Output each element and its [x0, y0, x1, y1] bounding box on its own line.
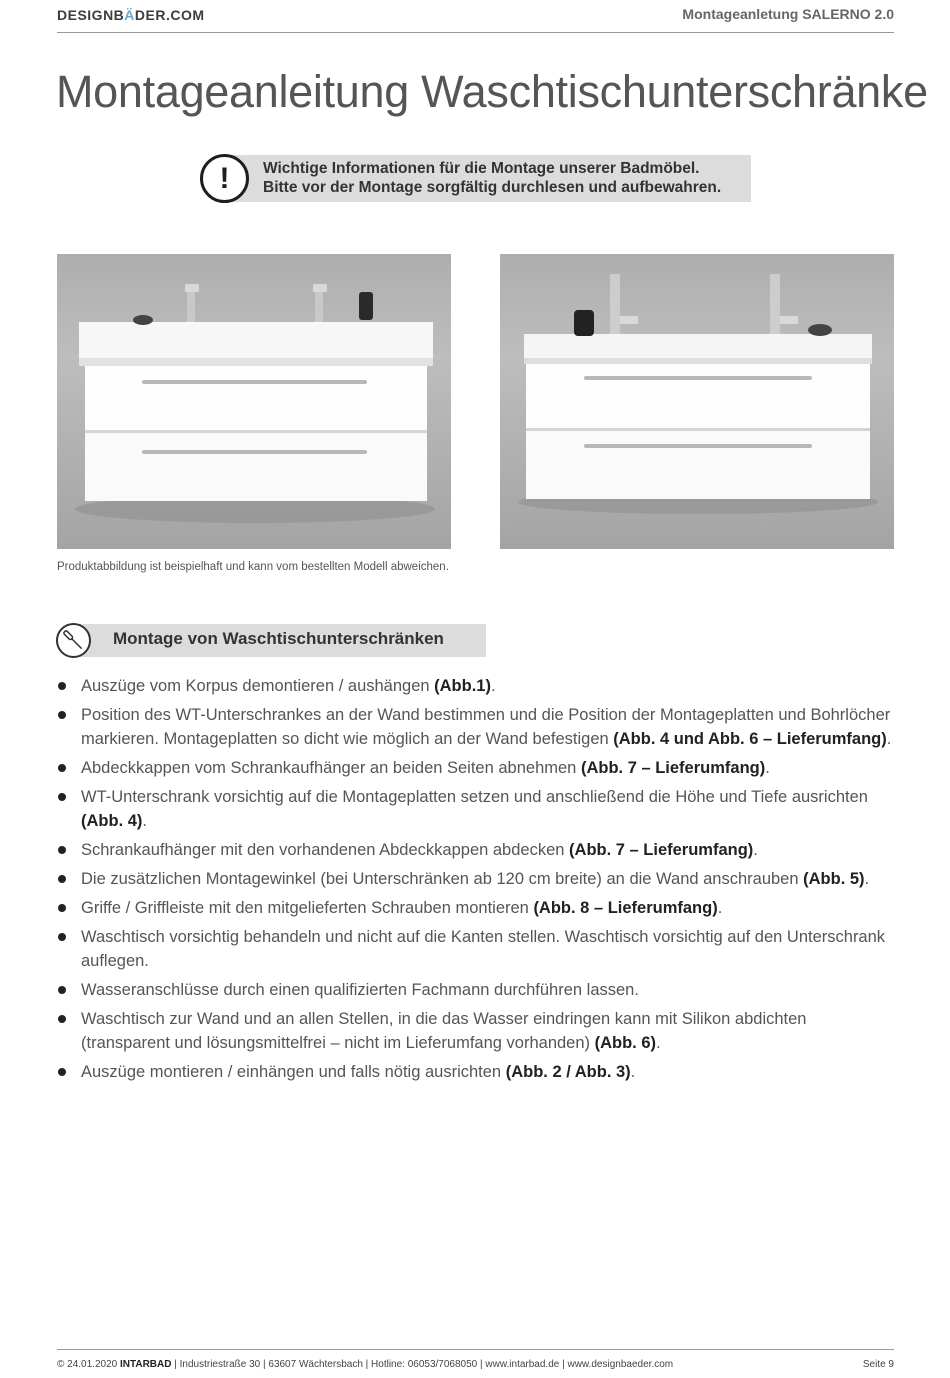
list-item	[57, 925, 897, 973]
step-end: .	[656, 1034, 661, 1052]
step-reference: (Abb. 6)	[594, 1034, 657, 1052]
notice-line-1: Wichtige Informationen für die Montage unserer Badmöbel.	[263, 160, 700, 177]
list-item	[57, 756, 897, 780]
step-end: .	[765, 759, 770, 777]
step-text: Wasseranschlüsse durch einen qualifizierten Fachmann durchführen lassen.	[81, 981, 639, 999]
page-footer	[57, 1349, 894, 1370]
footer-address: | Industriestraße 30 | 63607 Wächtersbach | Hotline: 06053/7068050 | www.intarbad.de | www.designbaeder.com	[174, 1359, 674, 1370]
footer-company: INTARBAD	[119, 1359, 172, 1370]
list-item	[57, 978, 897, 1002]
product-image-front	[57, 254, 451, 549]
bullet-icon	[58, 793, 66, 801]
bullet-icon	[58, 904, 66, 912]
step-text: Die zusätzlichen Montagewinkel (bei Unterschränken ab 120 cm breite) an die Wand anschrauben	[81, 870, 804, 888]
list-item	[57, 838, 897, 862]
notice-text	[263, 159, 721, 197]
step-text: Schrankaufhänger mit den vorhandenen Abdeckkappen abdecken	[81, 841, 570, 859]
assembly-steps-list	[57, 674, 897, 1089]
bullet-icon	[58, 1068, 66, 1076]
brand-logo[interactable]: DESIGNBÄDER.COM	[57, 7, 205, 23]
step-text: Abdeckkappen vom Schrankaufhänger an beiden Seiten abnehmen	[81, 759, 581, 777]
notice-line-2: Bitte vor der Montage sorgfältig durchlesen und aufbewahren.	[263, 179, 722, 196]
step-end: .	[886, 730, 892, 748]
step-end: .	[864, 870, 870, 888]
list-item	[57, 703, 897, 751]
page-header	[57, 0, 894, 33]
step-reference: (Abb. 4 und Abb. 6 – Lieferumfang)	[613, 730, 887, 748]
list-item	[57, 867, 897, 891]
step-text: Auszüge vom Korpus demontieren / aushängen	[81, 677, 435, 695]
section-title: Montage von Waschtischunterschränken	[113, 629, 444, 648]
image-caption: Produktabbildung ist beispielhaft und kann vom bestellten Modell abweichen.	[57, 561, 449, 573]
list-item	[57, 1007, 897, 1055]
step-reference: (Abb. 2 / Abb. 3)	[505, 1063, 631, 1081]
step-end: .	[717, 899, 723, 917]
list-item	[57, 1060, 897, 1084]
page-title: Montageanleitung Waschtischunterschränke	[56, 66, 928, 117]
step-text: Waschtisch vorsichtig behandeln und nicht auf die Kanten stellen. Waschtisch vorsichtig auf den Unterschrank auflegen.	[81, 928, 886, 970]
page-number: Seite 9	[862, 1359, 894, 1370]
section-header	[56, 623, 486, 658]
list-item	[57, 674, 897, 698]
bullet-icon	[58, 846, 66, 854]
footer-date: © 24.01.2020	[57, 1359, 118, 1370]
bullet-icon	[58, 986, 66, 994]
screwdriver-icon	[56, 623, 91, 658]
bullet-icon	[58, 682, 66, 690]
step-reference: (Abb. 7 – Lieferumfang)	[580, 759, 766, 777]
document-label: Montageanletung SALERNO 2.0	[682, 6, 894, 22]
step-reference: (Abb. 7 – Lieferumfang)	[569, 841, 754, 859]
step-end: .	[142, 812, 148, 830]
step-text: Waschtisch zur Wand und an allen Stellen, in die das Wasser eindringen kann mit Silikon abdichten (transparent und lösungsmittelfrei – nicht im Lieferumfang vorhanden)	[81, 1010, 807, 1052]
step-text: Griffe / Griffleiste mit den mitgelieferten Schrauben montieren	[81, 899, 534, 917]
step-text: WT-Unterschrank vorsichtig auf die Montageplatten setzen und anschließend die Höhe und Tiefe ausrichten	[81, 788, 868, 806]
step-end: .	[490, 677, 496, 695]
step-text: Position des WT-Unterschrankes an der Wand bestimmen und die Position der Montageplatten und Bohrlöcher markieren. Montageplatten so dicht wie möglich an der Wand befestigen	[81, 706, 891, 748]
bullet-icon	[58, 933, 66, 941]
bullet-icon	[58, 711, 66, 719]
footer-info	[57, 1359, 673, 1370]
bullet-icon	[58, 875, 66, 883]
list-item	[57, 896, 897, 920]
product-image-side	[500, 254, 894, 549]
bullet-icon	[58, 764, 66, 772]
important-notice	[200, 154, 752, 204]
step-reference: (Abb. 5)	[803, 870, 865, 888]
step-end: .	[630, 1063, 636, 1081]
step-reference: (Abb. 8 – Lieferumfang)	[533, 899, 718, 917]
list-item	[57, 785, 897, 833]
bullet-icon	[58, 1015, 66, 1023]
step-text: Auszüge montieren / einhängen und falls nötig ausrichten	[81, 1063, 506, 1081]
step-reference: (Abb. 4)	[81, 812, 143, 830]
step-end: .	[753, 841, 758, 859]
step-reference: (Abb.1)	[434, 677, 491, 695]
exclamation-icon: !	[200, 154, 249, 203]
